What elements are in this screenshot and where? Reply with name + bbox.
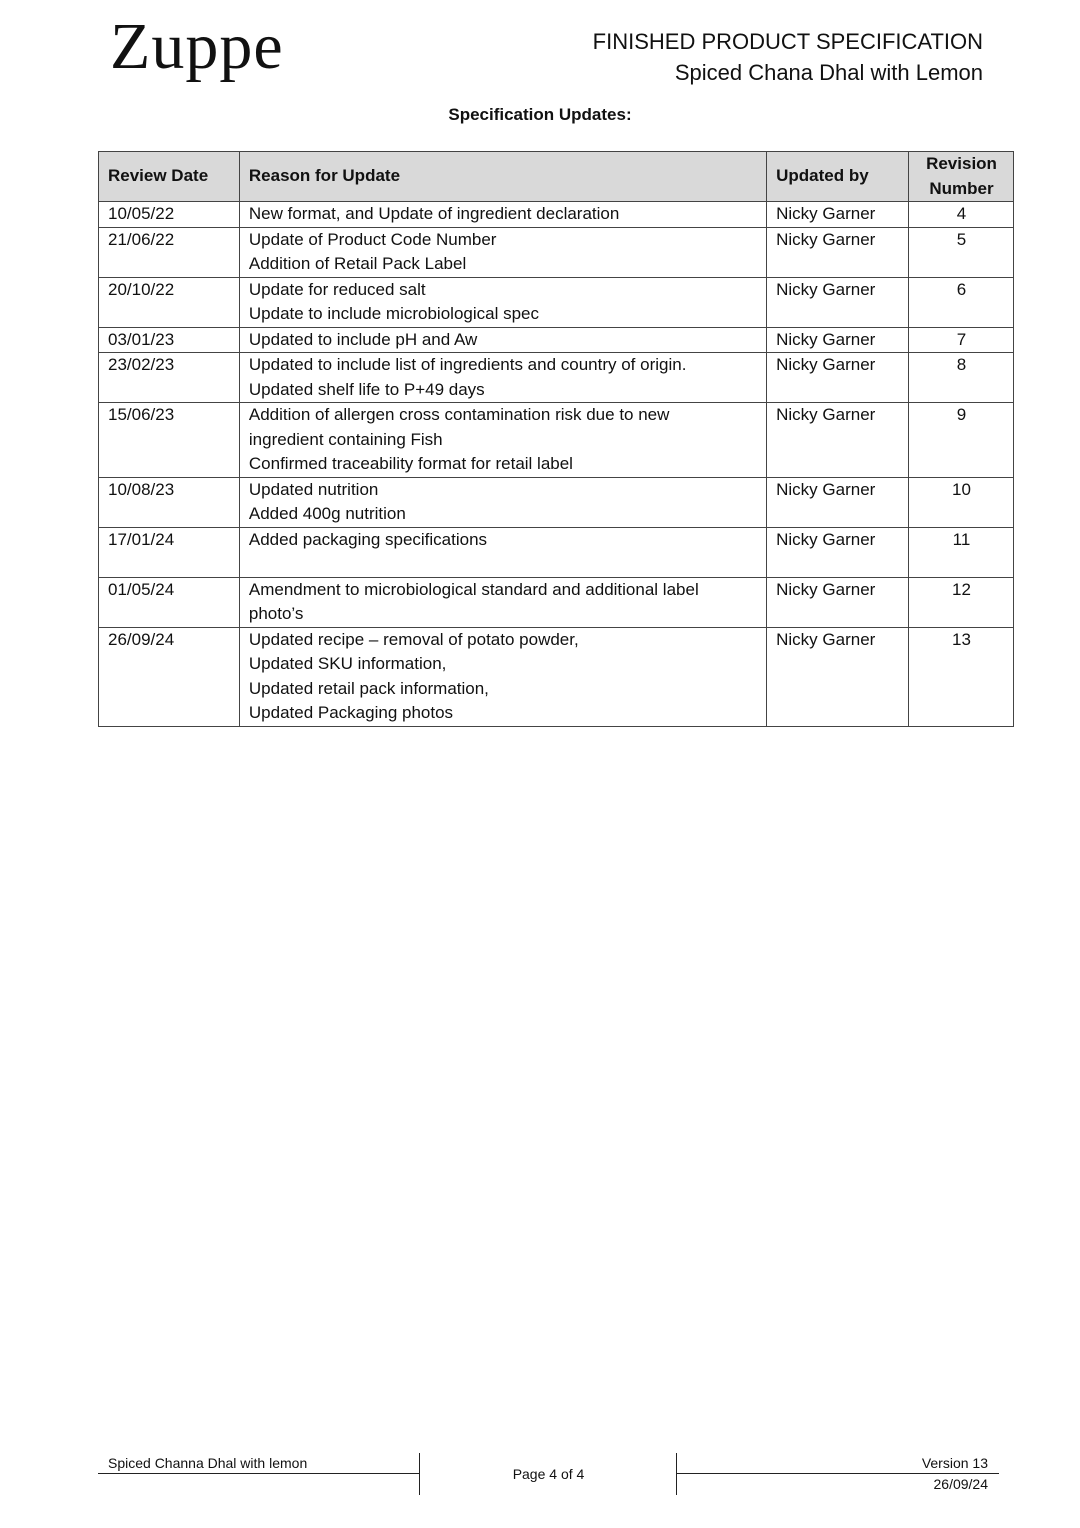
table-row — [99, 202, 1014, 228]
reason-line: Amendment to microbiological standard and additional label — [248, 579, 699, 599]
footer-divider-right — [677, 1473, 999, 1474]
reason-cell — [239, 527, 766, 577]
reason-cell — [239, 627, 766, 726]
reason-line: Updated nutrition — [248, 479, 379, 499]
updated-by-cell: Nicky Garner — [767, 627, 909, 726]
revision-number-cell: 12 — [909, 577, 1014, 627]
updated-by-cell: Nicky Garner — [767, 227, 909, 277]
updated-by-cell: Nicky Garner — [767, 277, 909, 327]
reason-line: Update of Product Code Number — [248, 229, 497, 249]
table-row — [99, 477, 1014, 527]
column-header-reason: Reason for Update — [239, 152, 766, 202]
updated-by-cell: Nicky Garner — [767, 327, 909, 353]
table-row — [99, 227, 1014, 277]
reason-cell — [239, 353, 766, 403]
table-row — [99, 577, 1014, 627]
updated-by-cell: Nicky Garner — [767, 353, 909, 403]
footer-version: Version 13 — [921, 1455, 988, 1471]
reason-line: Updated retail pack information, — [248, 678, 489, 698]
reason-cell — [239, 327, 766, 353]
footer-product-name: Spiced Channa Dhal with lemon — [108, 1455, 308, 1471]
document-type-title: FINISHED PRODUCT SPECIFICATION — [592, 29, 983, 54]
updated-by-cell: Nicky Garner — [767, 403, 909, 478]
review-date-cell: 17/01/24 — [99, 527, 240, 577]
section-title: Specification Updates: — [448, 105, 632, 124]
footer-date: 26/09/24 — [933, 1476, 988, 1492]
review-date-cell: 10/08/23 — [99, 477, 240, 527]
product-name-title: Spiced Chana Dhal with Lemon — [674, 60, 983, 85]
reason-cell — [239, 277, 766, 327]
reason-cell — [239, 477, 766, 527]
updated-by-cell: Nicky Garner — [767, 577, 909, 627]
reason-cell — [239, 202, 766, 228]
review-date-cell: 01/05/24 — [99, 577, 240, 627]
reason-line: Update for reduced salt — [248, 279, 426, 299]
reason-cell — [239, 577, 766, 627]
reason-line: Added 400g nutrition — [248, 504, 406, 523]
reason-line: Added packaging specifications — [248, 529, 488, 549]
reason-line: New format, and Update of ingredient declaration — [248, 204, 620, 223]
reason-line: Confirmed traceability format for retail label — [248, 454, 573, 473]
revision-number-cell: 4 — [909, 202, 1014, 228]
table-row — [99, 277, 1014, 327]
specification-updates-table — [98, 151, 1014, 727]
review-date-cell: 26/09/24 — [99, 627, 240, 726]
reason-line: photo’s — [248, 604, 304, 623]
reason-line: ingredient containing Fish — [248, 429, 443, 449]
updated-by-cell: Nicky Garner — [767, 202, 909, 228]
reason-line: Update to include microbiological spec — [248, 304, 539, 323]
revision-number-cell: 11 — [909, 527, 1014, 577]
column-header-revision-number: Revision Number — [909, 152, 1014, 202]
reason-line: Updated SKU information, — [248, 654, 447, 673]
updated-by-cell: Nicky Garner — [767, 477, 909, 527]
table-row — [99, 403, 1014, 478]
review-date-cell: 15/06/23 — [99, 403, 240, 478]
revision-number-cell: 8 — [909, 353, 1014, 403]
table-header-row — [99, 152, 1014, 202]
reason-line: Updated to include list of ingredients and country of origin. — [248, 355, 687, 374]
table-row — [99, 327, 1014, 353]
reason-line: Addition of allergen cross contamination risk due to new — [248, 405, 670, 424]
footer-separator-right — [676, 1453, 677, 1495]
review-date-cell: 10/05/22 — [99, 202, 240, 228]
table-row — [99, 353, 1014, 403]
reason-cell — [239, 227, 766, 277]
review-date-cell: 23/02/23 — [99, 353, 240, 403]
review-date-cell: 03/01/23 — [99, 327, 240, 353]
revision-number-cell: 6 — [909, 277, 1014, 327]
revision-number-cell: 13 — [909, 627, 1014, 726]
column-header-updated-by: Updated by — [767, 152, 909, 202]
column-header-review-date: Review Date — [99, 152, 240, 202]
footer-divider-left — [98, 1473, 420, 1474]
reason-cell — [239, 403, 766, 478]
table-row — [99, 627, 1014, 726]
reason-line: Updated Packaging photos — [248, 703, 454, 722]
review-date-cell: 20/10/22 — [99, 277, 240, 327]
reason-line: Updated to include pH and Aw — [248, 329, 478, 349]
footer-page-number: Page 4 of 4 — [512, 1466, 585, 1482]
review-date-cell: 21/06/22 — [99, 227, 240, 277]
revision-number-cell: 7 — [909, 327, 1014, 353]
zuppe-logo: Zuppe — [110, 10, 284, 83]
revision-number-cell: 10 — [909, 477, 1014, 527]
reason-line: Updated shelf life to P+49 days — [248, 379, 485, 399]
revision-number-cell: 9 — [909, 403, 1014, 478]
revision-number-cell: 5 — [909, 227, 1014, 277]
reason-line — [249, 552, 758, 577]
reason-line: Updated recipe – removal of potato powder, — [248, 629, 579, 649]
updated-by-cell: Nicky Garner — [767, 527, 909, 577]
table-row — [99, 527, 1014, 577]
reason-line: Addition of Retail Pack Label — [248, 254, 467, 273]
